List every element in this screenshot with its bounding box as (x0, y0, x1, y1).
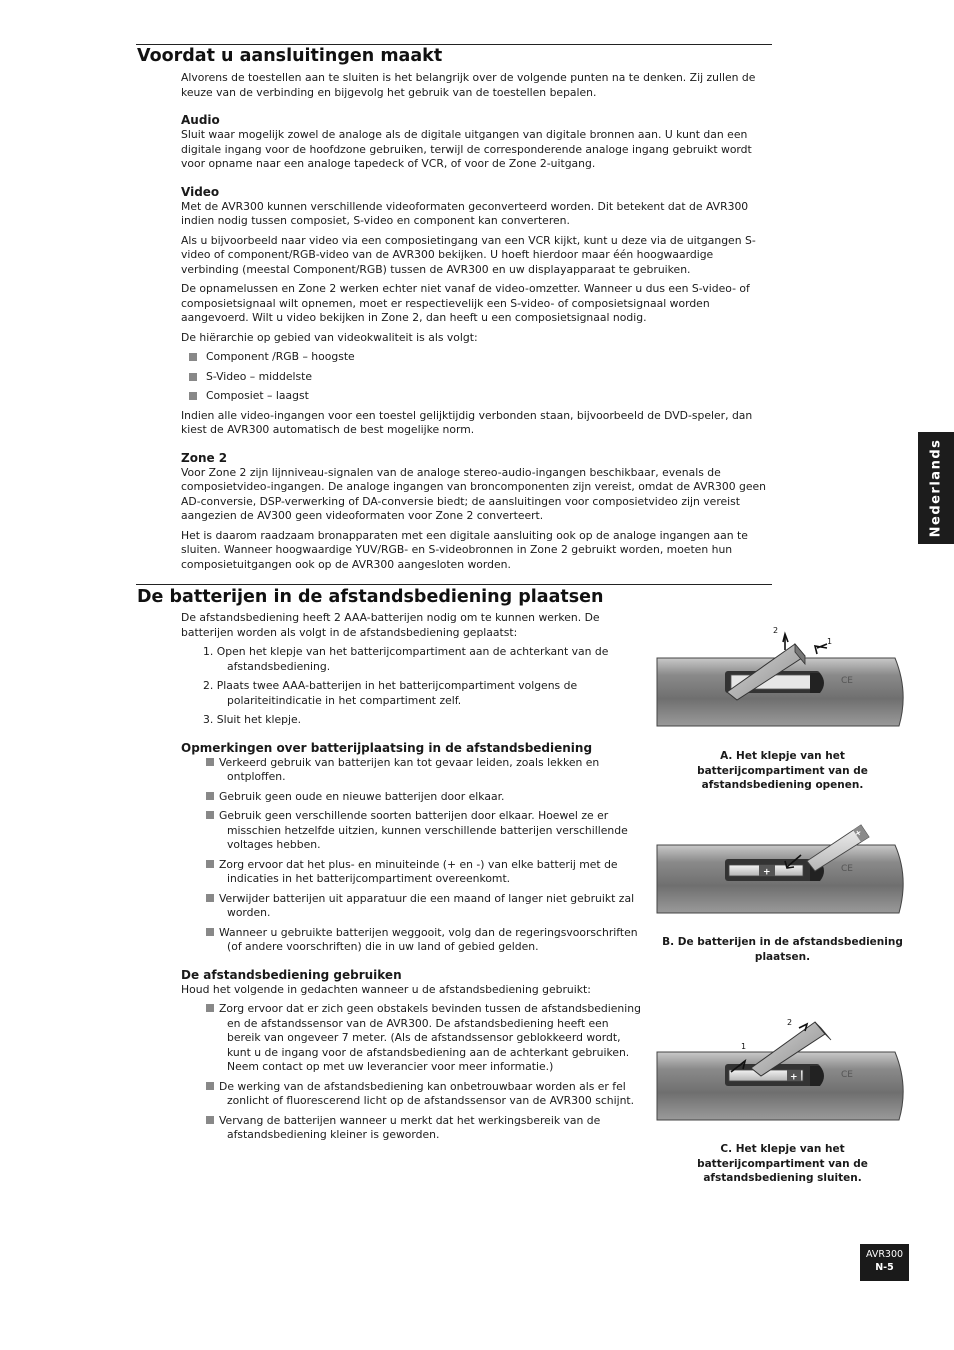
bullet-square-icon (206, 1116, 214, 1124)
list-item: Verwijder batterijen uit apparatuur die een maand of langer niet gebruikt zal worden. (206, 892, 644, 921)
usage-list (181, 1002, 644, 1143)
bullet-square-icon (189, 353, 197, 361)
list-item: Zorg ervoor dat er zich geen obstakels bevinden tussen de afstandsbediening en de afstandssensor van de AVR300. De afstandsbediening heeft een bereik van ongeveer 7 meter. (Als de afstandssensor geblokkeerd wordt, kunt u de ingang voor de afstandsbediening aan de achterkant gebruiken. Neem contact op met uw leverancier voor meer informatie.) (206, 1002, 644, 1075)
bullet-square-icon (206, 811, 214, 819)
remote-figure-c (655, 1014, 910, 1124)
figure-caption: A. Het klepje van het batterijcompartiment van de afstandsbediening openen. (697, 750, 868, 791)
language-tab-label: Nederlands (928, 438, 944, 538)
ce-mark: CE (841, 1070, 853, 1080)
section-rule (136, 44, 772, 45)
paragraph: De opnamelussen en Zone 2 werken echter niet vanaf de video-omzetter. Wanneer u dus een S-video- of composietsignaal wilt opnemen, moet er respectievelijk een S-video- of composietsignaal worden aangevoerd. Wilt u video bekijken in Zone 2, dan heeft u een composietsignaal nodig. (181, 282, 750, 324)
bullet-square-icon (206, 1004, 214, 1012)
bullet-square-icon (206, 758, 214, 766)
figure-caption: C. Het klepje van het batterijcompartiment van de afstandsbediening sluiten. (697, 1143, 868, 1184)
list-item: S-Video – middelste (206, 370, 773, 385)
page-number: N-5 (875, 1262, 894, 1273)
bullet-square-icon (206, 792, 214, 800)
list-item: Vervang de batterijen wanneer u merkt dat het werkingsbereik van de afstandsbediening kleiner is geworden. (206, 1114, 644, 1143)
list-item: Gebruik geen verschillende soorten batterijen door elkaar. Hoewel ze er misschien hetzelfde uitzien, kunnen verschillende batterijen verschillende voltages hebben. (206, 809, 644, 853)
paragraph: De hiërarchie op gebied van videokwaliteit is als volgt: (181, 330, 478, 344)
bullet-square-icon (206, 928, 214, 936)
plus-mark: + (852, 827, 864, 839)
subheading: De afstandsbediening gebruiken (181, 967, 402, 982)
bullet-square-icon (206, 894, 214, 902)
bullet-square-icon (189, 373, 197, 381)
step-item: 2. Plaats twee AAA-batterijen in het batterijcompartiment volgens de polariteitindicatie in het compartiment zelf. (203, 679, 578, 707)
list-item: Wanneer u gebruikte batterijen weggooit, volg dan de regeringsvoorschriften (of andere voorschriften) die in uw land of gebied gelden. (206, 926, 644, 955)
callout-label-2: 2 (787, 1018, 793, 1027)
section2-body (181, 611, 644, 1148)
callout-label-1: 1 (741, 1042, 747, 1051)
paragraph: Indien alle video-ingangen voor een toestel gelijktijdig verbonden staan, bijvoorbeeld de DVD-speler, dan kiest de AVR300 automatisch de best mogelijke norm. (181, 408, 753, 436)
ce-mark: CE (841, 676, 853, 686)
figure-caption: B. De batterijen in de afstandsbediening plaatsen. (662, 936, 903, 963)
paragraph: Houd het volgende in gedachten wanneer u de afstandsbediening gebruikt: (181, 982, 591, 996)
section-rule (136, 584, 772, 585)
subheading: Opmerkingen over batterijplaatsing in de afstandsbediening (181, 740, 593, 755)
section1-body (181, 71, 773, 577)
paragraph: De afstandsbediening heeft 2 AAA-batterijen nodig om te kunnen werken. De batterijen worden als volgt in de afstandsbediening geplaatst: (181, 611, 600, 639)
list-item: De werking van de afstandsbediening kan onbetrouwbaar worden als er fel zonlicht of fluorescerend licht op de afstandssensor van de AVR300 schijnt. (206, 1080, 644, 1109)
paragraph: Met de AVR300 kunnen verschillende videoformaten geconverteerd worden. Dit betekent dat de AVR300 indien nodig tussen composiet, S-video en component kan converteren. (181, 199, 749, 227)
subheading: Zone 2 (181, 450, 228, 465)
notes-list (181, 756, 644, 955)
bullet-square-icon (206, 860, 214, 868)
page-number-box (860, 1244, 909, 1281)
step-item: 3. Sluit het klepje. (203, 713, 302, 726)
paragraph: Sluit waar mogelijk zowel de analoge als de digitale uitgangen van digitale bronnen aan. U kunt dan een digitale ingang voor de hoofdzone gebruiken, terwijl de corresponderende analoge ingang gebruikt wordt voor opname naar een analoge tapedeck of VCR, of voor de Zone 2-uitgang. (181, 128, 752, 170)
remote-figure-a (655, 622, 910, 732)
plus-mark: + (763, 867, 771, 878)
model-label: AVR300 (865, 1249, 904, 1260)
ce-mark: CE (841, 864, 853, 874)
language-tab (918, 432, 954, 544)
bullet-square-icon (189, 392, 197, 400)
callout-label-2: 2 (773, 626, 779, 635)
callout-label-1: 1 (827, 637, 833, 646)
list-item: Composiet – laagst (206, 389, 773, 404)
steps-list (181, 645, 644, 728)
plus-mark: + (790, 1072, 798, 1083)
paragraph: Alvorens de toestellen aan te sluiten is het belangrijk over de volgende punten na te denken. Zij zullen de keuze van de verbinding en bijgevolg het gebruik van de toestellen bepalen. (181, 71, 756, 99)
bullet-square-icon (206, 1082, 214, 1090)
list-item: Component /RGB – hoogste (206, 350, 773, 365)
list-item: Zorg ervoor dat het plus- en minuiteinde (+ en -) van elke batterij met de indicaties in het batterijcompartiment overeenkomt. (206, 858, 644, 887)
section-title: Voordat u aansluitingen maakt (137, 46, 443, 66)
remote-figure-b (655, 817, 910, 917)
subheading: Audio (181, 113, 220, 127)
list-item: Verkeerd gebruik van batterijen kan tot gevaar leiden, zoals lekken en ontploffen. (206, 756, 644, 785)
step-item: 1. Open het klepje van het batterijcompartiment aan de achterkant van de afstandsbediening. (203, 645, 609, 673)
section-title: De batterijen in de afstandsbediening plaatsen (137, 587, 604, 607)
paragraph: Voor Zone 2 zijn lijnniveau-signalen van de analoge stereo-audio-ingangen beschikbaar, evenals de composietvideo-ingangen. De analoge ingangen van broncomponenten zijn vereist, omdat de AVR300 geen AD-conversie, DSP-verwerking of DA-conversie biedt; de aansluitingen voor composietvideo zijn vereist aangezien de AV300 geen videoformaten voor Zone 2 converteert. (181, 465, 767, 522)
hierarchy-list (181, 350, 773, 404)
paragraph: Als u bijvoorbeeld naar video via een composietingang van een VCR kijkt, kunt u deze via de uitgangen S-video of component/RGB-video van de AVR300 bekijken. U hoeft hierdoor maar één hoogwaardige verbinding (meestal Component/RGB) tussen de AVR300 en uw displayapparaat te gebruiken. (181, 233, 756, 276)
paragraph: Het is daarom raadzaam bronapparaten met een digitale aansluiting ook op de analoge ingangen aan te sluiten. Wanneer hoogwaardige YUV/RGB- en S-videobronnen in Zone 2 gebruikt worden, moeten hun composietuitgangen ook op de AVR300 aangesloten worden. (181, 528, 748, 571)
subheading: Video (181, 184, 220, 199)
list-item: Gebruik geen oude en nieuwe batterijen door elkaar. (206, 790, 644, 805)
